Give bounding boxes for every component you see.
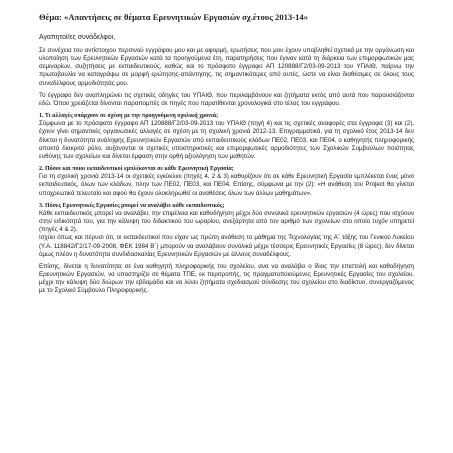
closing-paragraph: Επίσης, δίνεται η δυνατότητα σε ένα καθηγητή πληροφορικής του σχολείου, ανα να αναλάβει ο ίδιος την επιστολή και καθοδήγηση Ερευνητικών Εργασιών, να υποστηρίζει σε θέματα ΤΠΕ, εκ περιτροπής, τις πραγματοποιούμενες Ερευνητικές Εργασίες του σχολείου, μέχρι την κάλυψη δύο διώρων την εβδομάδα και να λύνει ζητήματα σχεδιασμού σύνδεσης του σχολείου στο διαδίκτυο, συνεργαζόμενος με το Σχολικό Σύμβουλο Πληροφορικής. <box>39 262 414 295</box>
section-3-heading: 3. Πόσες Ερευνητικές Εργασίες μπορεί να αναλάβει κάθε εκπαιδευτικός; <box>39 202 225 209</box>
intro-paragraph-1: Σε συνέχεια του αντίστοιχου περσινού εγγράφου μου και με αφορμή, ερωτήσεις που μου έχουν υποβληθεί σχετικά με την οργάνωση και υλοποίηση των Ερευνητικών Εργασιών κατά τα προηγούμενα έτη, παρατηρήσεις που έγιναν κατά τη διάρκεια των επιμορφωτικών μας σεμιναρίων, συζητήσεις με εκπαιδευτικούς, καθώς και το πρόσφατο έγγραφο ΑΠ 120888/Γ2/03-09-2013 του ΥΠΑΙΘ, παίρνω την πρωτοβουλία να καταγράψω σε μορφή ερώτησης-απάντησης, τις σημαντικότερες από αυτές, ώστε να είναι διαθέσιμες σε όλους τους συναδέλφους αρμοδιότητάς μου. <box>39 47 414 87</box>
intro-paragraph-2: Το έγγραφο δεν αναπληρώνει τις σχετικές οδηγίες του ΥΠΑΙΘ, που περιλαμβάνουν και ζητήματα εκτός από αυτά που παρουσιάζονται εδώ. Όπου χρειάζεται δίνονται παραπομπές σε πηγές που παρατίθενται χρονολογικά στο τέλος του εγγράφου. <box>39 91 414 107</box>
section-2-body: Για τη σχολική χρονιά 2013-14 οι σχετικές εγκύκλιοι (πηγές 4, 2 & 3) καθορίζουν ότι σε κάθε Ερευνητική Εργασία εμπλέκεται ένας μόνο εκπαιδευτικός, όλων των κλάδων, πλην των ΠΕ02, ΠΕ03, και ΠΕ04. Επίσης, σύμφωνα με την (2): «Η ανάθεση του Project θα γίνεται υποχρεωτικά τελευταίο και αφού θα έχουν ολοκληρωθεί οι αναθέσεις όλων των άλλων μαθημάτων». <box>39 173 414 197</box>
section-1-body: Σύμφωνα με το πρόσφατο έγγραφο ΑΠ 120888/Γ2/03-09-2013 του ΥΠΑΙΘ (πηγή 4) και τις σχετικές αναφορές στα έγγραφα (3) και (2), έχουν γίνει σημαντικές οργανωτικές αλλαγές σε σχέση με τη σχολική χρονιά 2012-13. Επιγραμματικά, για τη σχολικό έτος 2013-14 δεν δίνεται η δυνατότητα ανάληψης Ερευνητικών Εργασιών από εκπαιδευτικούς κλάδων ΠΕ02, ΠΕ03, και ΠΕ04, ο καθηγητής πληροφορικής αποκτά διακριτό ρόλο, αυξάνονται οι σχετικές υποστηρικτικές και επιμορφωτικές αρμοδιότητες των Σχολικών Συμβούλων ποιότητας ευθύνης των σχολείων και δίνεται έμφαση στην ορθή αξιολόγηση των μαθητών. <box>39 120 414 160</box>
section-2-heading: 2. Πόσοι και ποιοι εκπαιδευτικοί εμπλέκονται σε κάθε Ερευνητική Εργασία; <box>39 166 234 173</box>
greeting: Αγαπητοί/ες συνάδελφοι, <box>39 34 116 41</box>
section-3-body: Κάθε εκπαιδευτικός μπορεί να αναλάβει, την επιμέλεια και καθοδήγηση μέχρι δύο συνολικά ερευνητικών εργασιών (4 ώρες) που ισχύουν στην ειδικότητά του, για την κάλυψη του διδακτικού του ωραρίου, ανεξάρτητα από τον αριθμό των σχολείων στο οποίο τυχόν υπηρετεί (πηγές 4 & 2). Ισχύει όπως και πέρυσι ότι, οι εκπαιδευτικοί που είχαν ως πρώτη ανάθεση το μάθημα της Τεχνολογίας της Α΄ τάξης του Γενικού Λυκείου (Υ.Α. 118842/Γ2/17-09-2008, ΦΕΚ 1984 Β΄) μπορούν να αναλάβουν συνολικά μέχρι τέσσερις Ερευνητικές Εργασίες (8 ώρες), δεν δίνεται όμως πλέον η δυνατότητα συνδιδασκαλίας Ερευνητικών Εργασιών με άλλους συναδέλφους. <box>39 209 414 258</box>
section-1-heading: 1. Τι αλλαγές υπάρχουν σε σχέση με την προηγούμενη σχολική χρονιά; <box>39 113 219 120</box>
document-title: Θέμα: «Απαντήσεις σε θέματα Ερευνητικών Εργασιών σχ.έτους 2013-14» <box>39 12 308 22</box>
